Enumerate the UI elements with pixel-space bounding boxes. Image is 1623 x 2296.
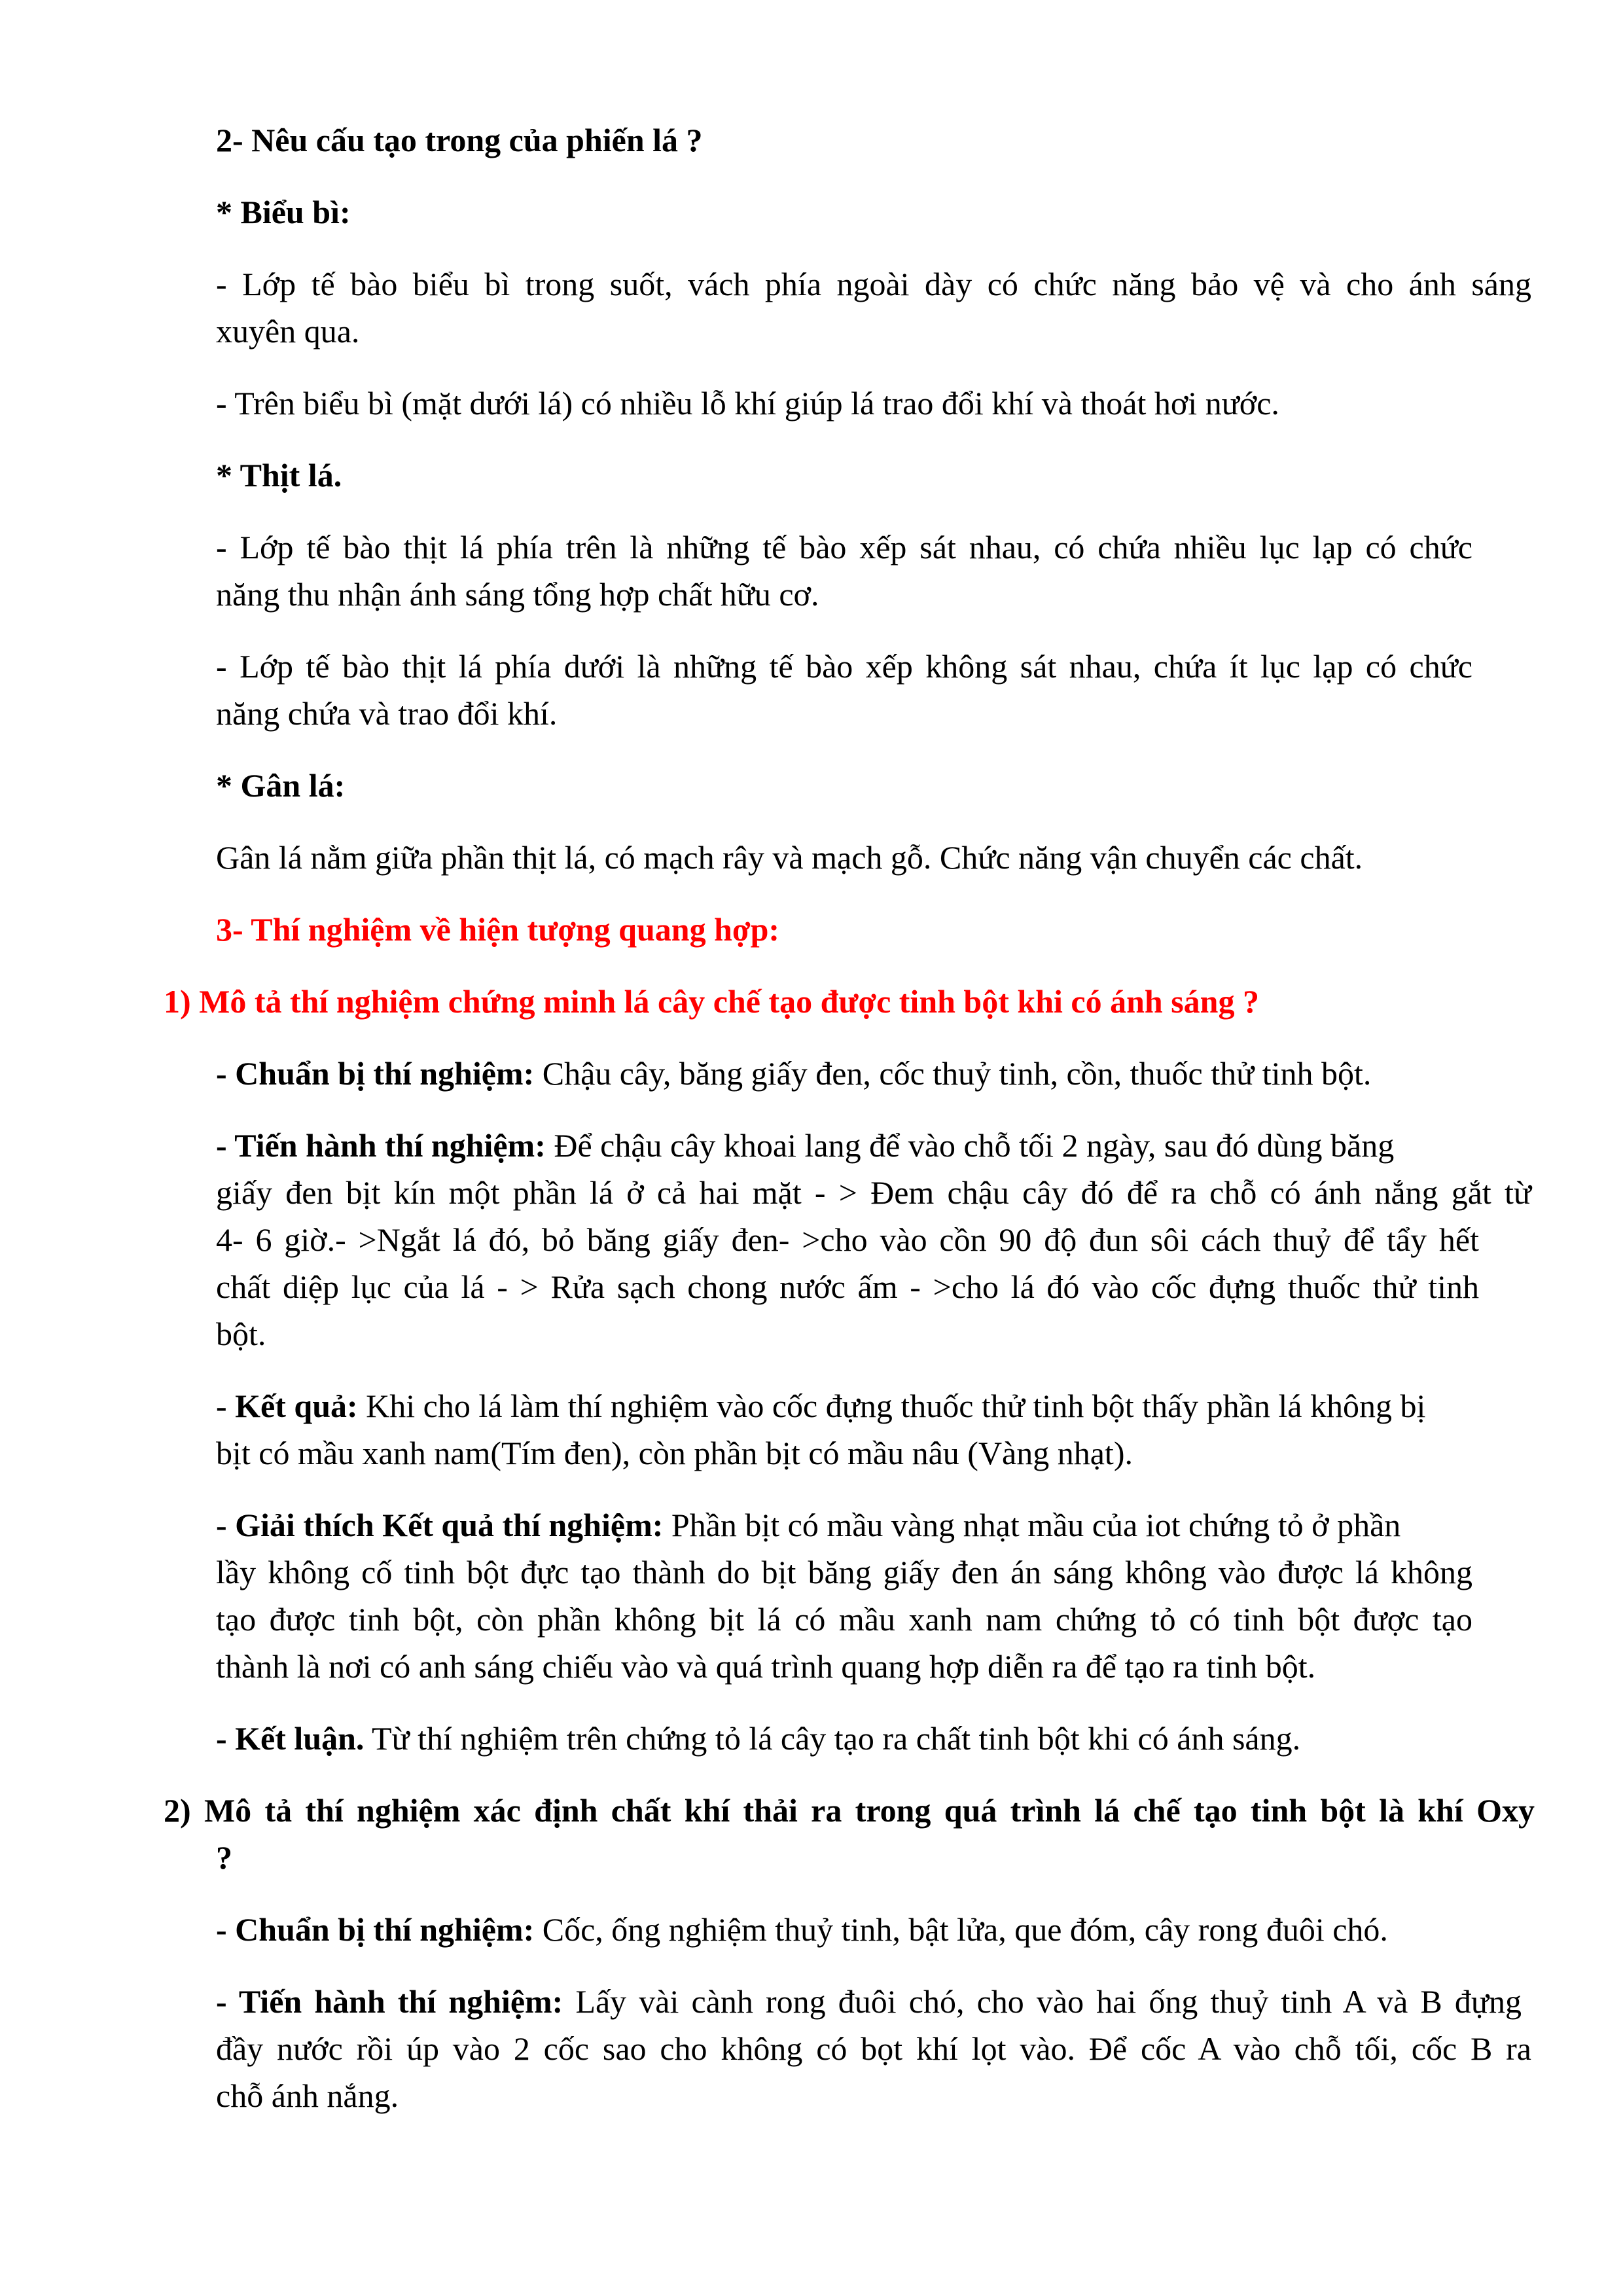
exp2-preparation-text: Cốc, ống nghiệm thuỷ tinh, bật lửa, que đóm, cây rong đuôi chó.	[534, 1911, 1388, 1948]
exp1-procedure-line-3: 4- 6 giờ.- >Ngắt lá đó, bỏ băng giấy đen- >cho vào cồn 90 độ đun sôi cách thuỷ để tẩy hết	[216, 1221, 1479, 1258]
exp1-procedure-label: - Tiến hành thí nghiệm:	[216, 1127, 546, 1164]
exp1-explanation-text: Phần bịt có mầu vàng nhạt mầu của iot chứng tỏ ở phần	[663, 1507, 1401, 1543]
mesophyll-paragraph-2: - Lớp tế bào thịt lá phía dưới là những tế bào xếp không sát nhau, chứa ít lục lạp có chức	[216, 648, 1472, 685]
exp1-explanation-line-4: thành là nơi có anh sáng chiếu vào và quá trình quang hợp diễn ra để tạo ra tinh bột.	[216, 1648, 1316, 1685]
exp2-procedure	[216, 1978, 1522, 2025]
exp1-procedure-line-4: chất diệp lục của lá - > Rửa sạch chong nước ấm - >cho lá đó vào cốc đựng thuốc thử tinh	[216, 1268, 1479, 1305]
experiment-1-question: 1) Mô tả thí nghiệm chứng minh lá cây chế tạo được tinh bột khi có ánh sáng ?	[164, 983, 1259, 1020]
exp1-procedure	[216, 1122, 1394, 1169]
epidermis-paragraph-1-cont: xuyên qua.	[216, 313, 360, 350]
exp1-conclusion	[216, 1715, 1300, 1762]
epidermis-paragraph-1: - Lớp tế bào biểu bì trong suốt, vách phía ngoài dày có chức năng bảo vệ và cho ánh sáng	[216, 266, 1531, 302]
exp2-procedure-line-2: đầy nước rồi úp vào 2 cốc sao cho không có bọt khí lọt vào. Để cốc A vào chỗ tối, cốc B ra	[216, 2030, 1531, 2067]
mesophyll-paragraph-2-cont: năng chứa và trao đổi khí.	[216, 695, 558, 732]
mesophyll-heading: * Thịt lá.	[216, 457, 342, 493]
section-3-title: 3- Thí nghiệm về hiện tượng quang hợp:	[216, 911, 780, 948]
exp1-explanation	[216, 1501, 1400, 1549]
exp2-preparation	[216, 1906, 1388, 1953]
exp1-explanation-line-2: lầy không cố tinh bột đực tạo thành do bịt băng giấy đen án sáng không vào được lá không	[216, 1554, 1472, 1590]
vein-heading: * Gân lá:	[216, 767, 346, 804]
exp1-preparation-label: - Chuẩn bị thí nghiệm:	[216, 1055, 535, 1092]
exp2-preparation-label: - Chuẩn bị thí nghiệm:	[216, 1911, 535, 1948]
exp1-conclusion-label: - Kết luận.	[216, 1720, 365, 1757]
exp2-procedure-line-3: chỗ ánh nắng.	[216, 2077, 399, 2114]
section-2-title: 2- Nêu cấu tạo trong của phiến lá ?	[216, 122, 703, 158]
exp1-result-label: - Kết quả:	[216, 1388, 358, 1424]
exp2-procedure-text: Lấy vài cành rong đuôi chó, cho vào hai ống thuỷ tinh A và B đựng	[563, 1983, 1522, 2020]
exp1-preparation	[216, 1050, 1371, 1097]
exp1-procedure-line-2: giấy đen bịt kín một phần lá ở cả hai mặt - > Đem chậu cây đó để ra chỗ có ánh nắng gắt từ	[216, 1174, 1531, 1211]
exp1-procedure-line-5: bột.	[216, 1316, 266, 1352]
vein-paragraph: Gân lá nằm giữa phần thịt lá, có mạch rây và mạch gỗ. Chức năng vận chuyển các chất.	[216, 839, 1363, 876]
experiment-2-question: 2) Mô tả thí nghiệm xác định chất khí thải ra trong quá trình lá chế tạo tinh bột là khí Oxy	[164, 1792, 1535, 1829]
exp1-result	[216, 1382, 1425, 1429]
exp2-procedure-label: - Tiến hành thí nghiệm:	[216, 1983, 563, 2020]
epidermis-heading: * Biểu bì:	[216, 194, 351, 230]
exp1-result-line-2: bịt có mầu xanh nam(Tím đen), còn phần bịt có mầu nâu (Vàng nhạt).	[216, 1435, 1133, 1471]
mesophyll-paragraph-1-cont: năng thu nhận ánh sáng tổng hợp chất hữu cơ.	[216, 576, 819, 613]
exp1-conclusion-text: Từ thí nghiệm trên chứng tỏ lá cây tạo ra chất tinh bột khi có ánh sáng.	[364, 1720, 1301, 1757]
exp1-explanation-label: - Giải thích Kết quả thí nghiệm:	[216, 1507, 664, 1543]
experiment-2-question-cont: ?	[216, 1839, 232, 1876]
epidermis-paragraph-2: - Trên biểu bì (mặt dưới lá) có nhiều lỗ khí giúp lá trao đổi khí và thoát hơi nước.	[216, 385, 1279, 422]
exp1-preparation-text: Chậu cây, băng giấy đen, cốc thuỷ tinh, cồn, thuốc thử tinh bột.	[534, 1055, 1372, 1092]
mesophyll-paragraph-1: - Lớp tế bào thịt lá phía trên là những tế bào xếp sát nhau, có chứa nhiều lục lạp có chức	[216, 529, 1472, 565]
exp1-procedure-text: Để chậu cây khoai lang để vào chỗ tối 2 ngày, sau đó dùng băng	[545, 1127, 1395, 1164]
exp1-result-text: Khi cho lá làm thí nghiệm vào cốc đựng thuốc thử tinh bột thấy phần lá không bị	[357, 1388, 1426, 1424]
exp1-explanation-line-3: tạo được tinh bột, còn phần không bịt lá có mầu xanh nam chứng tỏ có tinh bột được tạo	[216, 1601, 1472, 1638]
